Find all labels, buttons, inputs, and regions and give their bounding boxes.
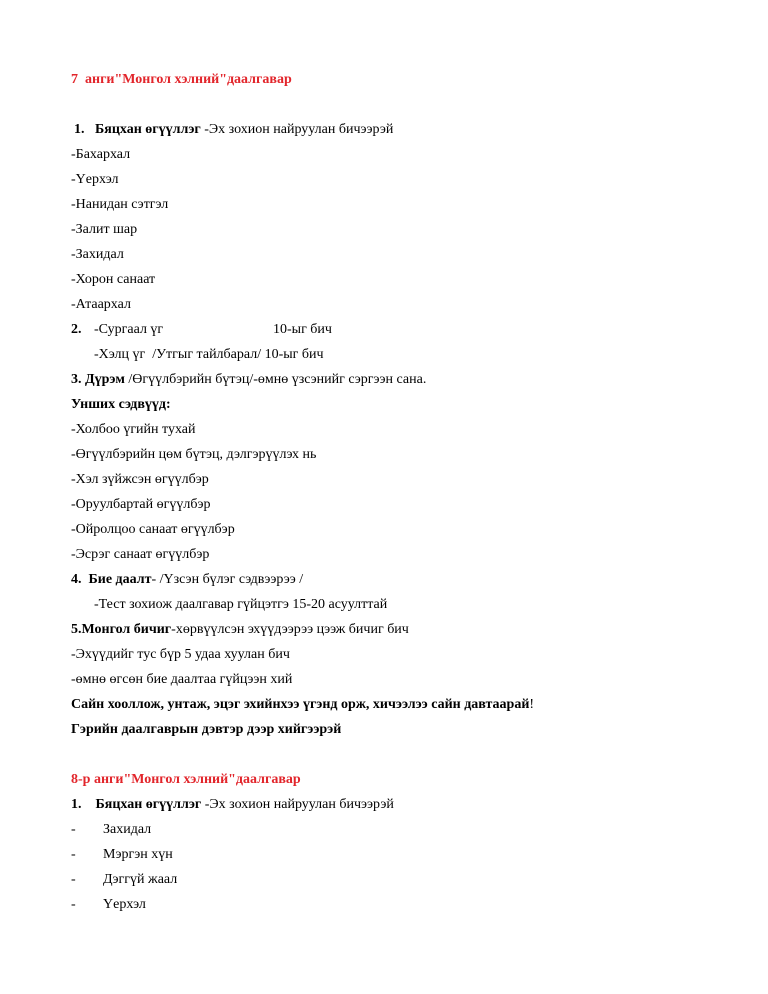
grade7-title: 7 анги"Монгол хэлний"даалгавар xyxy=(71,72,292,87)
g7-s1-item: -Үерхэл xyxy=(71,172,119,187)
g8-section1 xyxy=(71,796,394,814)
g7-s4-heading: 4. Бие даалт xyxy=(71,572,152,587)
g7-topic-item: -Оруулбартай өгүүлбэр xyxy=(71,497,211,512)
g7-s2-line1b: 10-ыг бич xyxy=(273,322,332,337)
g8-s1-heading: Бяцхан өгүүллэг xyxy=(95,797,202,812)
g8-item-dash: - xyxy=(71,872,76,887)
g8-item-dash: - xyxy=(71,847,76,862)
g7-s2-number: 2. xyxy=(71,322,82,337)
g7-topic-item: -Хэл зүйжсэн өгүүлбэр xyxy=(71,472,209,487)
g8-item-dash: - xyxy=(71,822,76,837)
g7-s2-line1a: -Сургаал үг xyxy=(94,322,164,337)
g7-section4 xyxy=(71,571,303,589)
g7-closing-mark: ! xyxy=(529,697,535,712)
g8-item-text: Дэггүй жаал xyxy=(103,872,178,887)
g8-item-text: Захидал xyxy=(103,822,152,837)
g7-section5 xyxy=(71,621,409,639)
g7-closing-text: Сайн хооллож, унтаж, эцэг эхийнхээ үгэнд орж, хичээлээ сайн давтаарай xyxy=(71,697,530,712)
g7-s1-item: -Хорон санаат xyxy=(71,272,156,287)
g7-s5-text: -хөрвүүлсэн эхүүдээрээ цээж бичиг бич xyxy=(171,622,409,637)
g7-s1-number: 1. xyxy=(74,122,85,137)
g7-closing-note: Гэрийн даалгаврын дэвтэр дээр хийгээрэй xyxy=(71,722,342,737)
g7-s1-item: -Нанидан сэтгэл xyxy=(71,197,169,212)
g8-item-dash: - xyxy=(71,897,76,912)
g7-s1-text: -Эх зохион найруулан бичээрэй xyxy=(200,122,394,137)
g7-s5-item: -өмнө өгсөн бие даалтаа гүйцээн хий xyxy=(71,672,293,687)
g7-s1-item: -Залит шар xyxy=(71,222,138,237)
g8-s1-number: 1. xyxy=(71,797,82,812)
g8-item-text: Мэргэн хүн xyxy=(103,847,173,862)
g7-topic-item: -Холбоо үгийн тухай xyxy=(71,422,196,437)
g7-s4-text: - /Үзсэн бүлэг сэдвээрээ / xyxy=(151,572,304,587)
g8-item-text: Үерхэл xyxy=(103,897,146,912)
g7-s1-heading: Бяцхан өгүүллэг xyxy=(95,122,201,137)
grade8-title: 8-р анги"Монгол хэлний"даалгавар xyxy=(71,772,301,787)
g8-s1-text: -Эх зохион найруулан бичээрэй xyxy=(201,797,394,812)
g7-topic-item: -Эсрэг санаат өгүүлбэр xyxy=(71,547,210,562)
g7-s1-item: -Захидал xyxy=(71,247,124,262)
g7-s1-item: -Бахархал xyxy=(71,147,131,162)
g7-s3-heading: 3. Дүрэм xyxy=(71,372,125,387)
g7-topic-item: -Ойролцоо санаат өгүүлбэр xyxy=(71,522,235,537)
g7-s3-text: /Өгүүлбэрийн бүтэц/-өмнө үзсэнийг сэргээн сана. xyxy=(124,372,427,387)
g7-topic-item: -Өгүүлбэрийн цөм бүтэц, дэлгэрүүлэх нь xyxy=(71,447,317,462)
g7-section1 xyxy=(74,121,393,139)
g7-section3 xyxy=(71,371,426,389)
g7-s5-heading: 5.Монгол бичиг xyxy=(71,622,172,637)
g7-topics-heading: Унших сэдвүүд: xyxy=(71,397,171,412)
g7-s2-line2: -Хэлц үг /Утгыг тайлбарал/ 10-ыг бич xyxy=(94,347,324,362)
g7-closing-line xyxy=(71,696,534,714)
g7-s5-item: -Эхүүдийг тус бүр 5 удаа хуулан бич xyxy=(71,647,290,662)
g7-s4-line2: -Тест зохиож даалгавар гүйцэтгэ 15-20 асуулттай xyxy=(94,597,388,612)
g7-s1-item: -Атаархал xyxy=(71,297,131,312)
